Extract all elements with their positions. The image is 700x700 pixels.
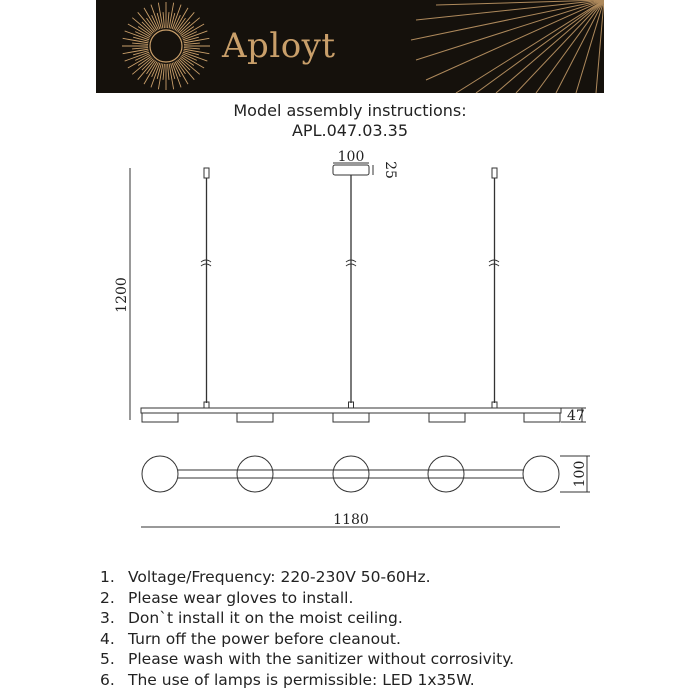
lamp-head-5 xyxy=(524,413,560,422)
page-title: Model assembly instructions: xyxy=(233,101,467,120)
body-height-label: 47 xyxy=(567,408,585,424)
top-view-lamp-2 xyxy=(237,456,273,492)
lamp-head-2 xyxy=(237,413,273,422)
list-item: 6. The use of lamps is permissible: LED 1x35W. xyxy=(100,670,475,689)
lamp-head-3 xyxy=(333,413,369,422)
list-item: 4. Turn off the power before cleanout. xyxy=(100,629,401,648)
canopy-width-label: 100 xyxy=(337,149,365,165)
lamp-head-1 xyxy=(142,413,178,422)
list-item: 3. Don`t install it on the moist ceiling. xyxy=(100,609,403,628)
top-view-lamp-4 xyxy=(428,456,464,492)
canopy-height-label: 25 xyxy=(382,161,398,179)
instruction-list xyxy=(100,567,514,691)
model-number: APL.047.03.35 xyxy=(291,121,409,140)
wire-clamp-right xyxy=(492,168,497,178)
top-view-lamp-3 xyxy=(333,456,369,492)
ceiling-canopy xyxy=(333,165,369,175)
wire-clamp-left xyxy=(204,168,209,178)
body-depth-label: 100 xyxy=(572,460,588,488)
list-item: 2. Please wear gloves to install. xyxy=(100,588,354,607)
lamp-head-4 xyxy=(429,413,465,422)
top-view-lamp-5 xyxy=(523,456,559,492)
lamp-bar xyxy=(141,408,561,413)
suspension-height-label: 1200 xyxy=(114,277,130,313)
total-length-label: 1180 xyxy=(333,512,369,528)
top-view-lamp-1 xyxy=(142,456,178,492)
list-item: 5. Please wash with the sanitizer without corrosivity. xyxy=(100,650,515,669)
list-item: 1. Voltage/Frequency: 220-230V 50-60Hz. xyxy=(100,568,431,586)
brand-name: Aployt xyxy=(222,26,336,66)
